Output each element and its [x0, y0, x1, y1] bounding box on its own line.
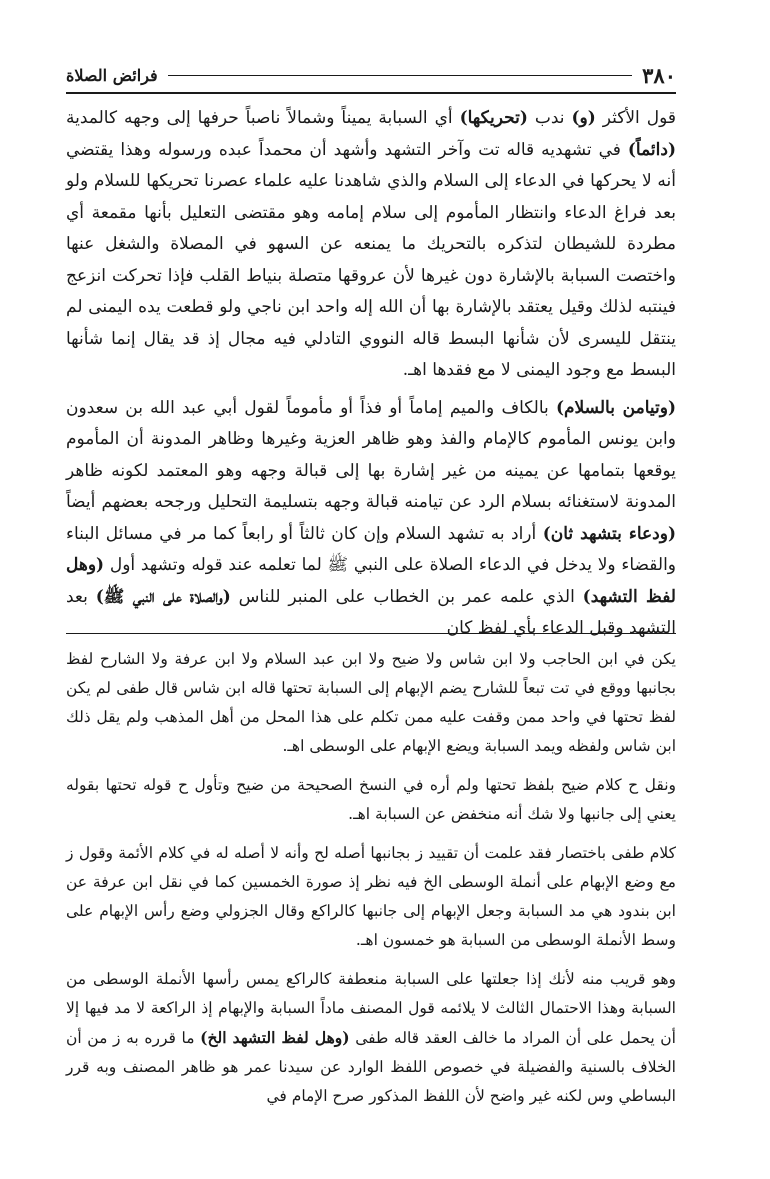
bold-term: (وهل لفظ التشهد الخ) — [200, 1028, 350, 1047]
bold-term: (تحريكها) — [459, 108, 528, 128]
bold-term: (والصلاة على النبي ﷺ) — [95, 586, 231, 607]
text-run: بالكاف والميم إماماً أو فذاً أو مأموماً لقول أبي عبد الله بن سعدون وابن يونس المأموم كالإمام والفذ وهو ظاهر العزية وغيرها وظاهر المدونة أن المأموم يوقعها بتمامها عن يمينه من غير إشارة بها إلى قبالة وجهه وهو المعتمد لكونه ظاهر المدونة لاستغنائه بسلام الرد عن تيامنه قبالة وجهه بتسليمة التحليل ورجحه بعضهم أيضاً — [66, 397, 676, 512]
bold-term: (وتيامن بالسلام) — [555, 397, 677, 418]
page-number: ٣٨٠ — [642, 62, 676, 88]
bold-term: (دائماً) — [627, 139, 676, 160]
text-run: ندب — [527, 108, 572, 128]
footnote-paragraph-3: كلام طفى باختصار فقد علمت أن تقييد ز بجانبها أصله لح وأنه لا أصله له في كلام الأئمة وقول ز مع وضع الإبهام على أنملة الوسطى الخ فيه نظر إذ صورة الخمسين كما في نقل ابن عرفة عن ابن بندود هي مد السبابة وجعل الإبهام إلى جانبها كالراكع وقال الجزولي وضع رأس الإبهام على وسط الأنملة الوسطى من السبابة هو خمسون اهـ. — [66, 844, 676, 949]
bold-term: (وهل لفظ التشهد) — [66, 555, 676, 607]
footnote-paragraph-2: ونقل ح كلام ضيح بلفظ تحتها ولم أره في النسخ الصحيحة من ضيح وتأول ح قوله تحتها بقوله يعني إلى جانبها ولا شك أنه منخفض عن السبابة اهـ. — [66, 776, 676, 823]
text-run: الذي علمه عمر بن الخطاب على المنبر للناس — [230, 586, 583, 607]
text-run: أراد به تشهد السلام وإن كان ثالثاً أو رابعاً كما مر في مسائل البناء والقضاء ولا يدخل في الدعاء الصلاة على النبي ﷺ لما تعلمه عند قوله وتشهد أول — [66, 523, 676, 575]
running-title: فرائض الصلاة — [66, 65, 158, 85]
text-run: أي السبابة يميناً وشمالاً ناصباً حرفها إلى وجهه كالمدية — [66, 108, 460, 128]
main-text — [66, 103, 676, 645]
footnote-paragraph-1: يكن في ابن الحاجب ولا ابن شاس ولا ضيح ولا ابن عبد السلام ولا ابن عرفة ولا الشارح لفظ بجانبها ووقع في تت تبعاً للشارح يضم الإبهام إلى السبابة تحتها قاله ابن شاس قال طفى لم يكن لفظ تحتها في واحد ممن وقفت عليه ممن تكلم على هذا المحل من أهل المذهب ولم يقل ذلك ابن شاس ولفظه ويمد السبابة ويضع الإبهام على الوسطى اهـ. — [66, 650, 676, 755]
text-run: وهو قريب منه لأنك إذا جعلتها على السبابة منعطفة كالراكع يمس رأسها الأنملة الوسطى من السبابة وهذا الاحتمال الثالث لا يلائمه قول المصنف ماداً السبابة والإبهام إذ الراكعة لا مد فيها إلا أن يحمل على أن المراد ما خالف العقد قاله طفى — [66, 970, 676, 1047]
footnote-paragraph-4 — [66, 965, 676, 1111]
text-run: في تشهديه قاله تت وآخر التشهد وأشهد أن محمداً عبده ورسوله وهذا يقتضي أنه لا يحركها في الدعاء إلى السلام والذي شاهدنا عليه علماء عصرنا تحريكها للسلام ولو بعد فراغ الدعاء وانتظار المأموم إلى سلام إمامه وهو مقتضى التعليل بأنها مقمعة أي مطردة للشيطان لتذكره بالتحريك ما يمنعه عن السهو في المصلاة والشغل عنها واختصت السبابة بالإشارة دون غيرها لأن عروقها متصلة بنياط القلب فإذا تحركت انزعج فينتبه لذلك وقيل يعتقد بالإشارة بها أن الله إله واحد ابن ناجي ولو قطعت يده اليمنى لم ينتقل لليسرى لأن شأنها البسط قاله النووي التادلي فيه مجال إذ قد يقال إنما شأنها البسط مع وجود اليمنى لا مع فقدها اهـ. — [66, 139, 676, 380]
bold-term: (ودعاء بتشهد ثان) — [542, 523, 676, 544]
text-run: بعد التشهد وقبل الدعاء بأي لفظ كان — [66, 586, 676, 638]
text-run: قول الأكثر — [595, 108, 676, 128]
text-run: ما قرره به ز من أن الخلاف بالسنية والفضيلة في خصوص اللفظ الوارد عن سيدنا عمر هو ظاهر المصنف وبه قرر البساطي وس لكنه غير واضح لأن اللفظ المذكور صرح الإمام في — [66, 1029, 676, 1105]
bold-term: (و) — [571, 108, 596, 128]
footnote-separator — [66, 633, 676, 634]
header-rule — [168, 75, 632, 76]
page-header — [66, 58, 676, 94]
main-paragraph-2 — [66, 393, 676, 645]
main-paragraph-1 — [66, 103, 676, 387]
footnotes — [66, 645, 676, 1111]
